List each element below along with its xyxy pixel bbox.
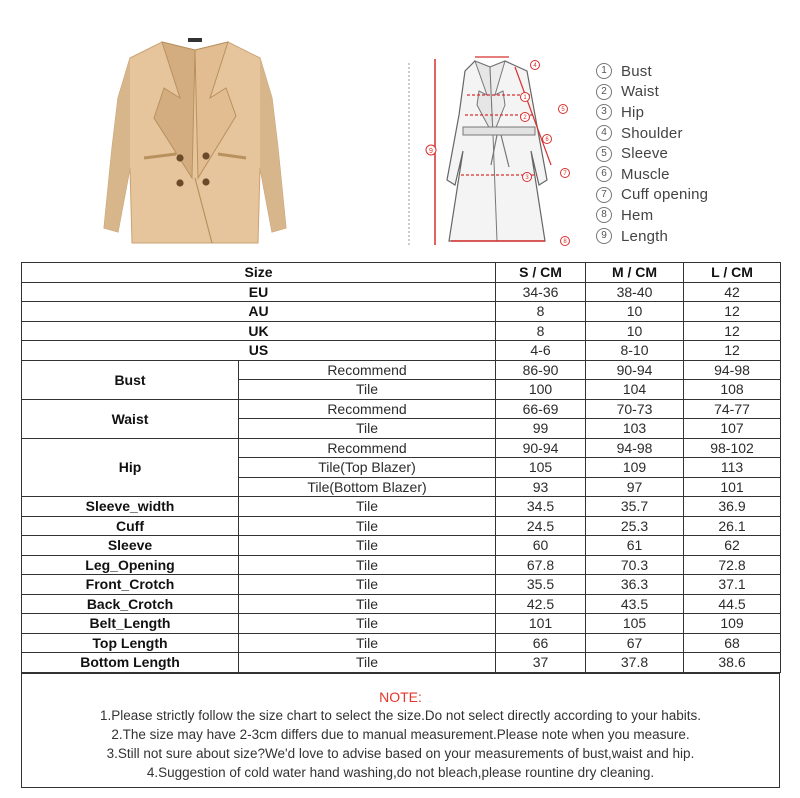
size-header: Size bbox=[22, 263, 496, 283]
size-value: 43.5 bbox=[586, 594, 684, 614]
size-value: 10 bbox=[586, 302, 684, 322]
note-line: 4.Suggestion of cold water hand washing,do not bleach,please rountine dry cleaning. bbox=[146, 765, 655, 780]
measurement-label: Back_Crotch bbox=[22, 594, 239, 614]
legend-number: 1 bbox=[596, 63, 612, 79]
table-row bbox=[22, 282, 781, 302]
size-column-header: L / CM bbox=[684, 263, 781, 283]
size-value: 35.7 bbox=[586, 497, 684, 517]
size-value: 38.6 bbox=[684, 653, 781, 673]
legend-label: Waist bbox=[621, 83, 659, 101]
size-value: 60 bbox=[496, 536, 586, 556]
size-value: 86-90 bbox=[496, 360, 586, 380]
size-value: 24.5 bbox=[496, 516, 586, 536]
size-value: 74-77 bbox=[684, 399, 781, 419]
measurement-label: Sleeve bbox=[22, 536, 239, 556]
size-chart-table bbox=[21, 262, 781, 673]
size-value: 12 bbox=[684, 341, 781, 361]
measurement-label: Bust bbox=[22, 360, 239, 399]
size-value: 109 bbox=[684, 614, 781, 634]
size-value: 42 bbox=[684, 282, 781, 302]
measure-type: Recommend bbox=[239, 360, 496, 380]
size-value: 12 bbox=[684, 321, 781, 341]
region-label: US bbox=[22, 341, 496, 361]
table-row bbox=[22, 516, 781, 536]
svg-text:3: 3 bbox=[525, 175, 529, 181]
size-value: 90-94 bbox=[496, 438, 586, 458]
size-value: 8-10 bbox=[586, 341, 684, 361]
table-row bbox=[22, 263, 781, 283]
legend-number: 6 bbox=[596, 166, 612, 182]
size-value: 72.8 bbox=[684, 555, 781, 575]
svg-text:9: 9 bbox=[429, 148, 433, 155]
measure-type: Tile bbox=[239, 555, 496, 575]
size-value: 42.5 bbox=[496, 594, 586, 614]
table-row bbox=[22, 536, 781, 556]
size-value: 113 bbox=[684, 458, 781, 478]
legend-number: 9 bbox=[596, 228, 612, 244]
measure-type: Tile bbox=[239, 653, 496, 673]
size-value: 70-73 bbox=[586, 399, 684, 419]
note-title: NOTE: bbox=[379, 689, 422, 705]
size-value: 70.3 bbox=[586, 555, 684, 575]
table-row bbox=[22, 497, 781, 517]
legend-item bbox=[596, 164, 796, 185]
table-row bbox=[22, 302, 781, 322]
legend-item bbox=[596, 205, 796, 226]
legend-label: Shoulder bbox=[621, 124, 683, 142]
measure-type: Tile bbox=[239, 633, 496, 653]
svg-text:1: 1 bbox=[523, 95, 527, 101]
size-value: 66-69 bbox=[496, 399, 586, 419]
svg-text:4: 4 bbox=[533, 63, 537, 69]
size-value: 97 bbox=[586, 477, 684, 497]
svg-text:6: 6 bbox=[545, 137, 549, 143]
size-value: 101 bbox=[684, 477, 781, 497]
note-line: 1.Please strictly follow the size chart to select the size.Do not select directly according to your habits. bbox=[99, 708, 702, 723]
measurement-label: Sleeve_width bbox=[22, 497, 239, 517]
legend-label: Cuff opening bbox=[621, 186, 709, 204]
region-label: EU bbox=[22, 282, 496, 302]
legend-number: 5 bbox=[596, 146, 612, 162]
svg-text:5: 5 bbox=[561, 107, 565, 113]
legend-number: 8 bbox=[596, 207, 612, 223]
measurement-label: Belt_Length bbox=[22, 614, 239, 634]
legend-item bbox=[596, 123, 796, 144]
size-value: 105 bbox=[586, 614, 684, 634]
table-row bbox=[22, 614, 781, 634]
measurement-label: Leg_Opening bbox=[22, 555, 239, 575]
size-value: 68 bbox=[684, 633, 781, 653]
measure-type: Tile(Bottom Blazer) bbox=[239, 477, 496, 497]
measure-type: Tile bbox=[239, 380, 496, 400]
legend-label: Length bbox=[621, 227, 669, 245]
size-value: 37.8 bbox=[586, 653, 684, 673]
size-value: 103 bbox=[586, 419, 684, 439]
legend-label: Muscle bbox=[621, 165, 670, 183]
size-value: 100 bbox=[496, 380, 586, 400]
measurement-label: Front_Crotch bbox=[22, 575, 239, 595]
table-row bbox=[22, 360, 781, 380]
size-value: 35.5 bbox=[496, 575, 586, 595]
size-value: 36.9 bbox=[684, 497, 781, 517]
legend-number: 7 bbox=[596, 187, 612, 203]
size-value: 8 bbox=[496, 302, 586, 322]
size-value: 37.1 bbox=[684, 575, 781, 595]
size-value: 10 bbox=[586, 321, 684, 341]
region-label: AU bbox=[22, 302, 496, 322]
legend-label: Hem bbox=[621, 206, 654, 224]
table-row bbox=[22, 653, 781, 673]
legend-number: 2 bbox=[596, 84, 612, 100]
legend-item bbox=[596, 143, 796, 164]
legend-label: Hip bbox=[621, 103, 645, 121]
legend-item bbox=[596, 61, 796, 82]
size-value: 94-98 bbox=[586, 438, 684, 458]
table-row bbox=[22, 341, 781, 361]
size-value: 36.3 bbox=[586, 575, 684, 595]
measurement-label: Cuff bbox=[22, 516, 239, 536]
size-value: 104 bbox=[586, 380, 684, 400]
size-value: 61 bbox=[586, 536, 684, 556]
table-row bbox=[22, 575, 781, 595]
measure-type: Tile bbox=[239, 575, 496, 595]
legend-number: 4 bbox=[596, 125, 612, 141]
measurement-label: Bottom Length bbox=[22, 653, 239, 673]
measure-type: Tile bbox=[239, 594, 496, 614]
region-label: UK bbox=[22, 321, 496, 341]
size-value: 34.5 bbox=[496, 497, 586, 517]
blazer-product-image bbox=[100, 28, 290, 250]
svg-text:7: 7 bbox=[563, 171, 567, 177]
measure-type: Tile bbox=[239, 419, 496, 439]
size-value: 108 bbox=[684, 380, 781, 400]
legend-item bbox=[596, 102, 796, 123]
size-value: 93 bbox=[496, 477, 586, 497]
size-value: 107 bbox=[684, 419, 781, 439]
note-line: 2.The size may have 2-3cm differs due to manual measurement.Please note when you measure. bbox=[111, 727, 690, 742]
legend-item bbox=[596, 226, 796, 247]
size-value: 109 bbox=[586, 458, 684, 478]
size-value: 105 bbox=[496, 458, 586, 478]
note-line: 3.Still not sure about size?We'd love to advise based on your measurements of bust,waist and hip. bbox=[106, 746, 695, 761]
size-value: 12 bbox=[684, 302, 781, 322]
size-value: 25.3 bbox=[586, 516, 684, 536]
notes-box bbox=[21, 673, 780, 788]
coat-measurement-diagram bbox=[405, 55, 585, 250]
table-row bbox=[22, 633, 781, 653]
svg-text:8: 8 bbox=[563, 239, 567, 245]
measurement-legend bbox=[596, 61, 796, 246]
measure-type: Recommend bbox=[239, 438, 496, 458]
measure-type: Tile bbox=[239, 497, 496, 517]
size-value: 66 bbox=[496, 633, 586, 653]
table-row bbox=[22, 594, 781, 614]
size-value: 99 bbox=[496, 419, 586, 439]
size-value: 62 bbox=[684, 536, 781, 556]
size-value: 8 bbox=[496, 321, 586, 341]
measurement-label: Top Length bbox=[22, 633, 239, 653]
size-column-header: S / CM bbox=[496, 263, 586, 283]
legend-item bbox=[596, 82, 796, 103]
size-value: 67.8 bbox=[496, 555, 586, 575]
measure-type: Tile(Top Blazer) bbox=[239, 458, 496, 478]
table-row bbox=[22, 438, 781, 458]
size-value: 37 bbox=[496, 653, 586, 673]
size-value: 98-102 bbox=[684, 438, 781, 458]
size-value: 34-36 bbox=[496, 282, 586, 302]
size-value: 26.1 bbox=[684, 516, 781, 536]
measure-type: Recommend bbox=[239, 399, 496, 419]
measurement-label: Hip bbox=[22, 438, 239, 497]
measurement-label: Waist bbox=[22, 399, 239, 438]
table-row bbox=[22, 399, 781, 419]
size-value: 94-98 bbox=[684, 360, 781, 380]
table-row bbox=[22, 555, 781, 575]
table-row bbox=[22, 321, 781, 341]
size-value: 67 bbox=[586, 633, 684, 653]
legend-number: 3 bbox=[596, 104, 612, 120]
measure-type: Tile bbox=[239, 614, 496, 634]
size-value: 38-40 bbox=[586, 282, 684, 302]
size-value: 4-6 bbox=[496, 341, 586, 361]
svg-text:2: 2 bbox=[523, 115, 527, 121]
size-value: 44.5 bbox=[684, 594, 781, 614]
measure-type: Tile bbox=[239, 516, 496, 536]
legend-label: Bust bbox=[621, 62, 652, 80]
size-value: 101 bbox=[496, 614, 586, 634]
legend-label: Sleeve bbox=[621, 145, 669, 163]
legend-item bbox=[596, 185, 796, 206]
measure-type: Tile bbox=[239, 536, 496, 556]
size-value: 90-94 bbox=[586, 360, 684, 380]
size-column-header: M / CM bbox=[586, 263, 684, 283]
